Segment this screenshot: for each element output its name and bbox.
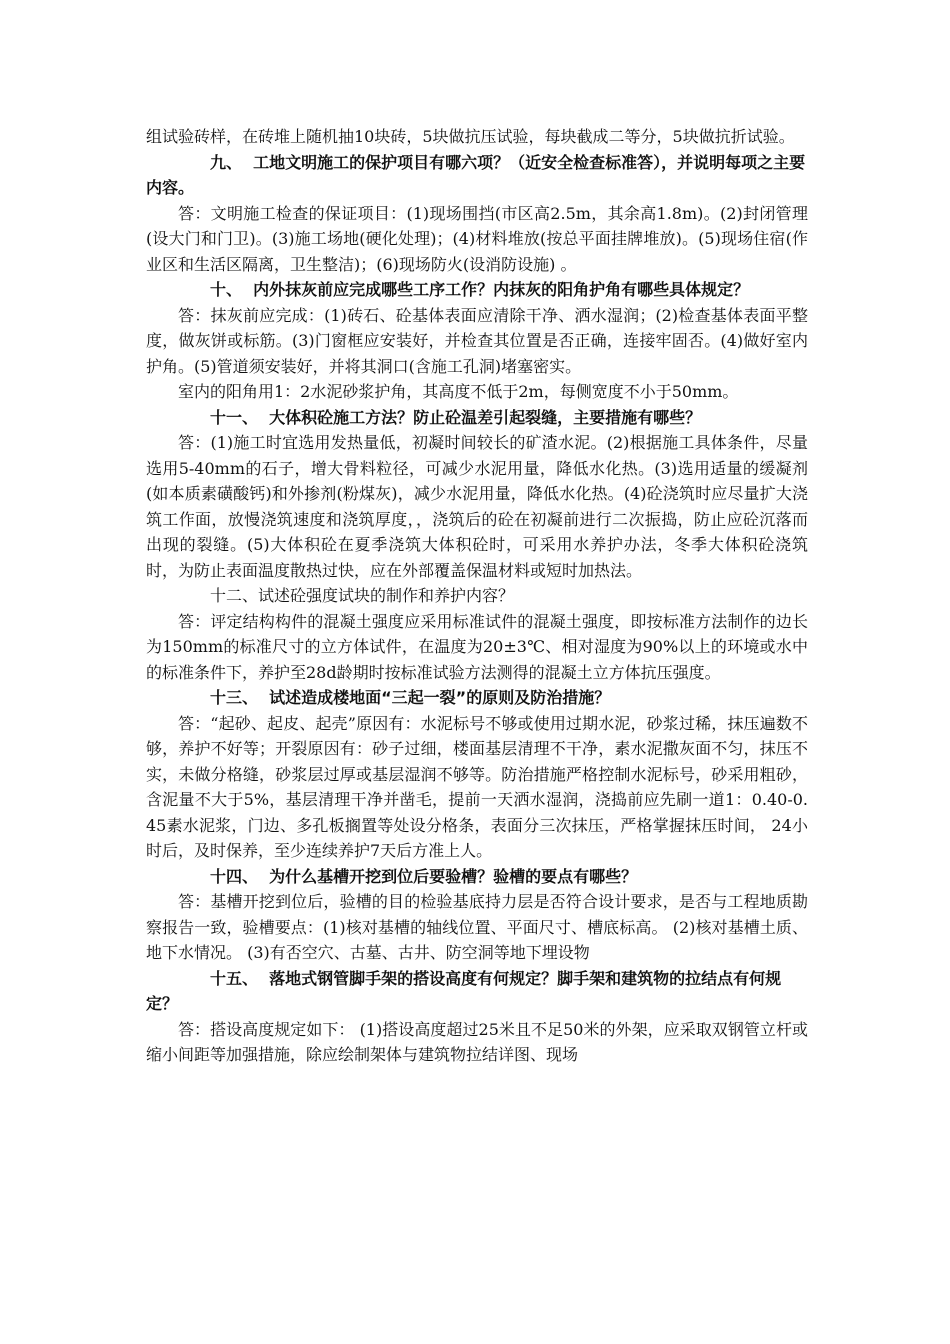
question-heading — [146, 277, 808, 303]
question-number: 九、 — [210, 152, 243, 172]
question-text: 大体积砼施工方法？防止砼温差引起裂缝，主要措施有哪些？ — [269, 407, 702, 427]
answer-paragraph: 答：基槽开挖到位后，验槽的目的检验基底持力层是否符合设计要求，是否与工程地质勘察报告一致，验槽要点：(1)核对基槽的轴线位置、平面尺寸、槽底标高。 (2)核对基槽土质、地下水情况。 (3)有否空穴、古墓、古井、防空洞等地下埋设物 — [146, 892, 808, 962]
answer-paragraph: 答：抹灰前应完成：(1)砖石、砼基体表面应清除干净、洒水湿润；(2)检查基体表面平整度，做灰饼或标筋。(3)门窗框应安装好，并检查其位置是否正确，连接牢固否。(4)做好室内护角。(5)管道须安装好，并将其洞口(含施工孔洞)堵塞密实。 — [146, 305, 808, 376]
question-number: 十五、 — [210, 968, 259, 988]
answer-paragraph: 答：(1)施工时宜选用发热量低，初凝时间较长的矿渣水泥。(2)根据施工具体条件，尽量选用5-40mm的石子，增大骨料粒径，可减少水泥用量，降低水化热。(3)选用适量的缓凝剂(如本质素磺酸钙)和外掺剂(粉煤灰)，减少水泥用量，降低水化热。(4)砼浇筑时应尽量扩大浇筑工作面，放慢浇筑速度和浇筑厚度，，浇筑后的砼在初凝前进行二次振捣，防止应砼沉落而出现的裂缝。(5)大体积砼在夏季浇筑大体积砼时，可采用水养护办法，冬季大体积砼浇筑时，为防止表面温度散热过快，应在外部覆盖保温材料或短时加热法。 — [146, 433, 808, 580]
question-text: 内外抹灰前应完成哪些工序工作？内抹灰的阳角护角有哪些具体规定？ — [253, 280, 750, 299]
question-number: 十四、 — [210, 866, 259, 886]
question-heading — [146, 966, 808, 1017]
answer-paragraph: 答：评定结构构件的混凝土强度应采用标准试件的混凝土强度，即按标准方法制作的边长为150mm的标准尺寸的立方体试件，在温度为20±3℃、相对湿度为90%以上的环境或水中的标准条件下，养护至28d龄期时按标准试验方法测得的混凝土立方体抗压强度。 — [146, 611, 808, 682]
answer-paragraph: 室内的阳角用1：2水泥砂浆护角，其高度不低于2m，每侧宽度不小于50mm。 — [178, 382, 739, 401]
answer-paragraph: 组试验砖样，在砖堆上随机抽10块砖，5块做抗压试验，每块截成二等分，5块做抗折试验。 — [146, 127, 795, 146]
answer-paragraph: 答：文明施工检查的保证项目：(1)现场围挡(市区高2.5m，其余高1.8m)。(2)封闭管理(设大门和门卫)。(3)施工场地(硬化处理)；(4)材料堆放(按总平面挂牌堆放)。(5)现场住宿(作业区和生活区隔离，卫生整洁)；(6)现场防火(设消防设施) 。 — [146, 203, 808, 274]
question-text: 落地式钢管脚手架的搭设高度有何规定？脚手架和建筑物的拉结点有何规定？ — [146, 968, 782, 1013]
question-number: 十、 — [210, 280, 243, 299]
question-heading — [146, 685, 808, 711]
answer-paragraph: 答：搭设高度规定如下： (1)搭设高度超过25米且不足50米的外架，应采取双钢管立杆或缩小间距等加强措施，除应绘制架体与建筑物拉结详图、现场 — [146, 1019, 808, 1064]
question-text: 试述造成楼地面“三起一裂”的原则及防治措施？ — [269, 688, 611, 707]
question-number: 十一、 — [210, 407, 259, 427]
question-number: 十三、 — [210, 688, 259, 707]
question-heading — [146, 150, 808, 201]
question-text: 为什么基槽开挖到位后要验槽？验槽的要点有哪些？ — [269, 866, 638, 886]
answer-paragraph: 答：“起砂、起皮、起壳”原因有：水泥标号不够或使用过期水泥，砂浆过稀，抹压遍数不够，养护不好等；开裂原因有：砂子过细，楼面基层清理不干净，素水泥撒灰面不匀，抹压不实，未做分格缝，砂浆层过厚或基层湿润不够等。防治措施严格控制水泥标号，砂采用粗砂，含泥量不大于5%，基层清理干净并凿毛，提前一天洒水湿润，浇捣前应先刷一道1：0.40-0.45素水泥浆，门边、多孔板搁置等处设分格条，表面分三次抹压，严格掌握抹压时间， 24小时后，及时保养，至少连续养护7天后方准上人。 — [146, 713, 808, 860]
question-number: 十二、 — [210, 586, 259, 605]
question-text: 工地文明施工的保护项目有哪六项？（近安全检查标准答），并说明每项之主要内容。 — [146, 152, 806, 197]
question-text: 试述砼强度试块的制作和养护内容？ — [258, 586, 515, 605]
question-heading — [146, 864, 808, 890]
question-heading — [146, 583, 808, 609]
question-heading — [146, 405, 808, 431]
